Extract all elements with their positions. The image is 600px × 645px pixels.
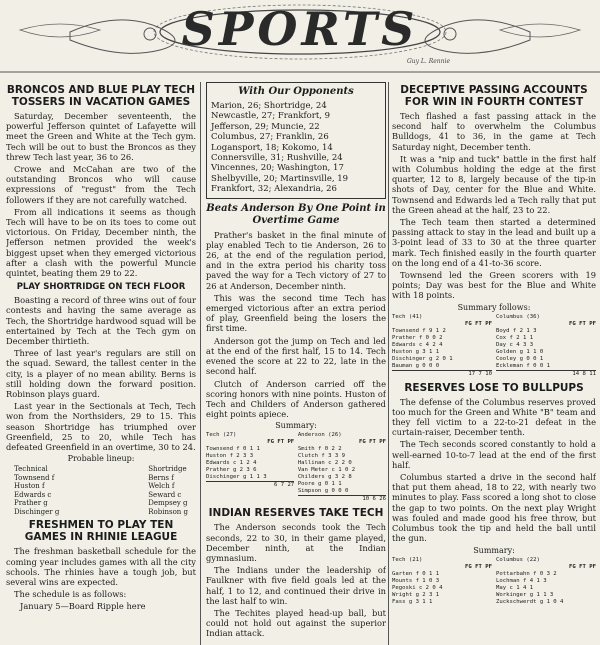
deceptive-summary-label: Summary follows:: [457, 302, 531, 312]
freshmen-paragraph: The schedule is as follows:: [14, 589, 127, 600]
boxscore-total: 6 7 27: [206, 481, 294, 489]
boxscore-row: Edwards c 4 2 4: [392, 341, 443, 348]
boxscore-header: FG FT PF: [569, 320, 596, 327]
freshmen-paragraph: The freshman basketball schedule for the coming year includes games with all the city schools. The rhinies have a tough job, but several wins are expected.: [6, 546, 196, 587]
boxscore-team-name: Tech (41): [392, 313, 423, 320]
lineup-entry: Shortridge: [148, 465, 187, 474]
opponents-title: With Our Opponents: [238, 86, 354, 97]
boxscore-row: Dischinger g 1 1 3: [206, 474, 267, 481]
anderson-paragraph: This was the second time Tech has emerged victorious after an extra period of play, Greenfield being the losers the first time.: [206, 292, 386, 334]
opponent-result: Newcastle, 27; Frankfort, 9: [211, 111, 331, 122]
boxscore-row: Hallinan c 2 2 0: [297, 460, 352, 467]
boxscore-header: FG FT PF: [267, 439, 295, 446]
reserves-paragraph: The Indians under the leadership of Faulkner with five field goals led at the half, 1 to 12, and continued their drive in the last half to win.: [206, 565, 386, 606]
boxscore-row: Fass g 3 1 1: [392, 598, 433, 605]
boxscore-row: May c 1 4 1: [496, 584, 534, 591]
opponent-result: Columbus, 27; Franklin, 26: [211, 132, 329, 143]
shortridge-paragraph: Boasting a record of three wins out of four contests and having the same average as Tech, the Shortridge hardwood squad will be entertained by Tech at the Tech gym on December thirtieth.: [6, 295, 196, 347]
boxscore-team-name: Tech (27): [206, 432, 237, 439]
boxscore-row: Cooley g 0 0 1: [496, 355, 544, 362]
boxscore-total: 14 8 11: [496, 370, 596, 378]
columbus-boxscore: [392, 314, 596, 378]
boxscore-row: Dischinger g 2 0 1: [392, 355, 453, 362]
boxscore-row: Zuckschwerdt g 1 0 4: [496, 598, 564, 605]
column-left: [6, 82, 196, 645]
boxscore-row: Pottarbahn f 0 3 2: [496, 570, 557, 577]
lineup-entry: Berns f: [148, 473, 174, 482]
boxscore-row: Workinger g 1 1 3: [496, 591, 554, 598]
schedule-item: January 5—Board Ripple here: [20, 601, 146, 612]
boxscore-anderson: [298, 432, 386, 503]
bullpups-paragraph: The Tech seconds scored constantly to hold a well-earned 10-to-7 lead at the end of the first half.: [392, 439, 596, 470]
boxscore-team-name: Columbus (36): [496, 313, 540, 320]
boxscore-row: Simpson g 0 0 0: [297, 488, 349, 495]
boxscore-row: Townsend f 9 1 2: [392, 327, 446, 334]
boxscore-tech: [206, 432, 294, 503]
column-right: [392, 82, 596, 645]
boxscore-row: Poore g 0 1 1: [297, 481, 342, 488]
opponent-result: Marion, 26; Shortridge, 24: [211, 101, 327, 111]
bullpups-summary-label: Summary:: [473, 545, 515, 555]
boxscore-row: Edwards c 1 2 4: [206, 460, 257, 467]
broncos-paragraph: From all indications it seems as though Tech will have to be on its toes to come out victorious. On Friday, December ninth, the Jefferson netmen provided the week's biggest upset when they emerged victorious after a clash with the powerful Muncie quintet, beating them 29 to 22.: [6, 206, 196, 279]
lineup-entry: Prather g: [14, 499, 48, 508]
boxscore-row: Cox f 2 1 1: [496, 334, 534, 341]
boxscore-row: Bauman g 0 0 0: [392, 362, 440, 369]
boxscore-row: Prather g 2 3 6: [206, 467, 257, 474]
column-middle: [206, 82, 386, 645]
lineup-entry: Technical: [14, 465, 48, 474]
opponent-result: Jefferson, 29; Muncie, 22: [211, 121, 320, 132]
boxscore-row: Mounts f 1 0 3: [392, 577, 440, 584]
lineup-entry: Welch f: [148, 482, 175, 491]
freshmen-headline: FRESHMEN TO PLAY TEN GAMES IN RHINIE LEAGUE: [24, 519, 178, 544]
boxscore-row: Day c 4 3 3: [496, 341, 534, 348]
boxscore-row: Van Meter c 1 0 2: [297, 467, 356, 474]
boxscore-row: Pegoski c 2 0 4: [392, 584, 443, 591]
opponent-result: Logansport, 18; Kokomo, 14: [211, 142, 333, 153]
probable-lineup: [14, 465, 188, 516]
broncos-headline: BRONCOS AND BLUE PLAY TECH TOSSERS IN VACATION GAMES: [6, 84, 196, 108]
lineup-entry: Seward c: [148, 490, 182, 499]
boxscore-tech: [392, 314, 492, 378]
opponent-result: Connersville, 31; Rushville, 24: [211, 153, 343, 164]
boxscore-row: Boyd f 2 1 3: [496, 327, 537, 334]
boxscore-header: FG FT PF: [569, 563, 596, 570]
lineup-entry: Townsend f: [14, 473, 55, 482]
boxscore-header: FG FT PF: [359, 439, 386, 446]
shortridge-subhead: PLAY SHORTRIDGE ON TECH FLOOR: [16, 282, 186, 293]
artist-signature: Guy L. Rennie: [406, 58, 450, 65]
bullpups-boxscore: [392, 557, 596, 606]
boxscore-columbus: [496, 557, 596, 606]
opponent-result: Vincennes, 20; Washington, 17: [211, 163, 344, 174]
deceptive-paragraph: Townsend led the Green scorers with 19 points; Day was best for the Blue and White with 18 points.: [392, 270, 596, 301]
lineup-entry: Edwards c: [14, 490, 52, 499]
boxscore-row: Clutch f 3 3 9: [297, 453, 345, 460]
boxscore-row: Huston f 2 3 3: [206, 453, 254, 460]
masthead-title: SPORTS: [181, 2, 419, 56]
anderson-paragraph: Anderson got the jump on Tech and led at the end of the first half, 15 to 14. Tech evened the score at 22 to 22, late in the second half.: [206, 335, 386, 377]
boxscore-row: Townsend f 0 1 1: [206, 446, 260, 453]
boxscore-row: Wright g 2 3 1: [392, 591, 440, 598]
boxscore-row: Childers g 3 2 8: [297, 474, 352, 481]
boxscore-team-name: Columbus (22): [496, 556, 540, 563]
boxscore-row: Lochman f 4 1 3: [496, 577, 547, 584]
anderson-paragraph: Clutch of Anderson carried off the scoring honors with nine points. Huston of Tech and Childers of Anderson gathered eight points apiece.: [206, 378, 386, 420]
boxscore-row: Smith f 0 2 2: [297, 446, 342, 453]
reserves-headline: INDIAN RESERVES TAKE TECH: [208, 507, 384, 520]
boxscore-team-name: Tech (21): [392, 556, 423, 563]
boxscore-row: Prather f 0 0 2: [392, 334, 443, 341]
lineup-entry: Dischinger g: [14, 507, 60, 516]
lineup-entry: Dempsey g: [148, 499, 188, 508]
anderson-summary-label: Summary:: [275, 421, 317, 431]
boxscore-row: Huston g 3 1 1: [392, 348, 440, 355]
lineup-entry: Robinson g: [148, 507, 188, 516]
lineup-entry: Huston f: [14, 482, 45, 491]
boxscore-team-name: Anderson (26): [297, 432, 342, 439]
opponent-result: Frankfort, 32; Alexandria, 26: [211, 184, 337, 195]
reserves-paragraph: The Anderson seconds took the Tech seconds, 22 to 30, in their game played, December ninth, at the Indian gymnasium.: [206, 522, 386, 563]
lineup-title: Probable lineup:: [67, 454, 135, 464]
shortridge-paragraph: Last year in the Sectionals at Tech, Tech won from the Northsiders, 29 to 15. This season Shortridge has triumphed over Greenfield, 25 to 20, while Tech has defeated Greenfield in an overtime, 30 to 24.: [6, 401, 196, 453]
boxscore-tech: [392, 557, 492, 606]
opponents-box: [206, 82, 386, 199]
broncos-paragraph: Crowe and McCahan are two of the outstanding Broncos who will cause expressions of "regust" from the Tech followers if they are not carefully watched.: [6, 164, 196, 205]
boxscore-total: 17 7 10: [392, 370, 492, 378]
deceptive-paragraph: It was a "nip and tuck" battle in the first half with Columbus holding the edge at the first quarter, 12 to 8, largely because of the tip-in shots of Day, center for the Blue and White. Townsend and Edwards led a Tech rally that put the Green ahead at the half, 23 to 22.: [392, 153, 596, 215]
deceptive-paragraph: The Tech team then started a determined passing attack to stay in the lead and built up a 3-point lead of 33 to 30 at the three quarter mark. Tech finished easily in the fourth quarter on the long end of a 41-to-36 score.: [392, 217, 596, 268]
boxscore-header: FG FT PF: [465, 563, 492, 570]
boxscore-header: FG FT PF: [465, 320, 492, 327]
boxscore-row: Golden g 1 1 0: [496, 348, 544, 355]
opponent-result: Shelbyville, 20; Martinsville, 19: [211, 173, 349, 184]
boxscore-row: Garten f 0 1 1: [392, 570, 440, 577]
bullpups-paragraph: Columbus started a drive in the second half that put them ahead, 18 to 22, with nearly two minutes to play. Fass scored a long shot to close the gap to two points. On the next play Wright was fouled and made good his free throw, but Columbus took the tip and held the ball until the gun.: [392, 472, 596, 544]
boxscore-columbus: [496, 314, 596, 378]
deceptive-headline: DECEPTIVE PASSING ACCOUNTS FOR WIN IN FOURTH CONTEST: [400, 84, 588, 108]
deceptive-paragraph: Tech flashed a fast passing attack in the second half to overwhelm the Columbus Bulldogs, 41 to 36, in the game at Tech Saturday night, December tenth.: [392, 111, 596, 152]
shortridge-paragraph: Three of last year's regulars are still on the squad. Seward, the tallest center in the city, is a player of no mean ability. Berns is still holding down the forward position. Robinson plays guard.: [6, 348, 196, 400]
column-rule-1: [200, 82, 201, 645]
anderson-boxscore: [206, 432, 386, 503]
boxscore-total: 10 6 26: [298, 495, 386, 503]
broncos-paragraph: Saturday, December seventeenth, the powerful Jefferson quintet of Lafayette will meet the Green and White at the Tech gym. Tech will be out to bust the Broncos as they threw Tech last year, 36 to 26.: [6, 111, 196, 162]
masthead: [0, 0, 600, 76]
reserves-paragraph: The Techites played head-up ball, but could not hold out against the superior Indian attack.: [206, 607, 386, 639]
anderson-paragraph: Prather's basket in the final minute of play enabled Tech to tie Anderson, 26 to 26, at the end of the regulation period, and in the extra period his charity toss paved the way for a Tech victory of 27 to 26 at Anderson, December ninth.: [206, 229, 386, 291]
column-rule-2: [388, 82, 389, 645]
anderson-headline: Beats Anderson By One Point in Overtime Game: [206, 202, 386, 226]
bullpups-paragraph: The defense of the Columbus reserves proved too much for the Green and White "B" team and they fell victim to a 22-to-21 defeat in the curtain-raiser, December tenth.: [392, 396, 596, 438]
lineup-shortridge: [148, 465, 188, 516]
lineup-technical: [14, 465, 59, 516]
boxscore-row: Eckleman f 0 0 1: [496, 362, 550, 369]
bullpups-headline: RESERVES LOSE TO BULLPUPS: [404, 381, 584, 394]
